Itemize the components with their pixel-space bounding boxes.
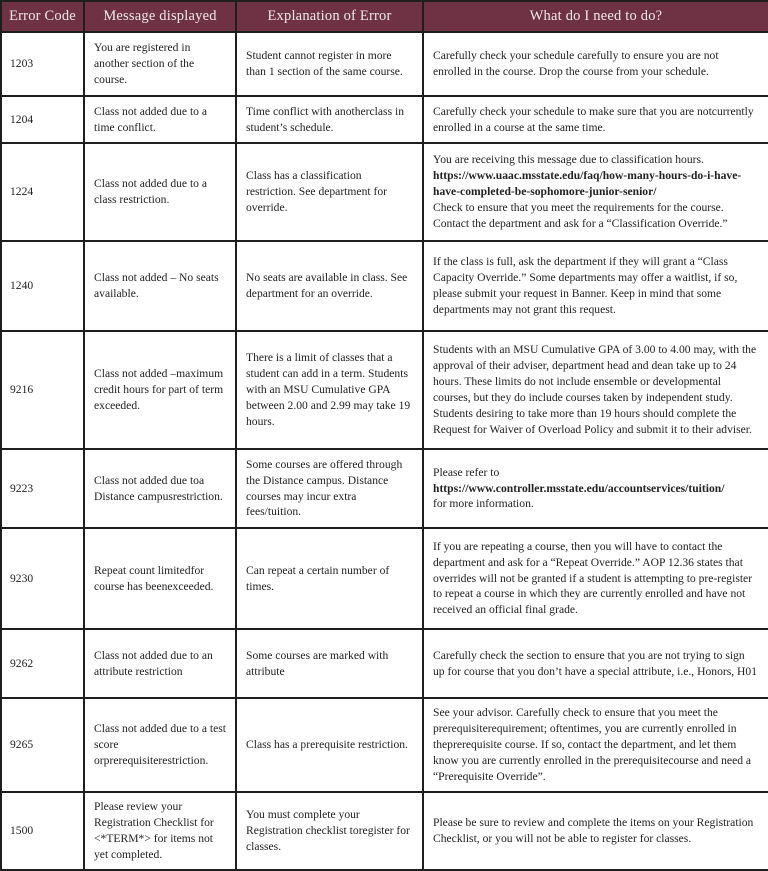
error-code-value: 1204 [10,112,34,126]
col-header-error-code: Error Code [1,1,84,32]
header-row [1,1,768,32]
table-row-1500 [1,792,768,870]
error-code-value: 1224 [10,185,34,198]
cell-message [84,32,236,96]
message-text: You are registered in another section of the course. [94,41,195,86]
action-text: Please refer to [433,465,500,479]
table-row-9216 [1,331,768,449]
classification-hours-link[interactable]: https://www.uaac.msstate.edu/faq/how-many-hours-do-i-have-have-completed-be-sophomore-junior-senior/ [433,169,742,198]
explanation-text: Some courses are marked with attribute [246,648,389,678]
table-row-1204 [1,96,768,143]
cell-action [423,32,768,96]
cell-action [423,96,768,143]
message-text: Class not added due to an attribute restriction [94,648,213,678]
cell-explanation [236,32,423,96]
cell-error-code [1,449,84,528]
action-text: Check to ensure that you meet the requirements for the course. Contact the department and ask for a “Classification Override.” [433,200,728,230]
explanation-text: No seats are available in class. See department for an override. [246,271,408,300]
cell-explanation [236,241,423,331]
cell-action [423,241,768,331]
error-code-value: 9223 [10,481,34,495]
message-text: Class not added due to a time conflict. [94,104,208,134]
explanation-text: Some courses are offered through the Distance campus. Distance courses may incur extra fees/tuition. [246,457,403,519]
action-text: You are receiving this message due to classification hours. [433,153,704,167]
error-code-value: 1203 [10,57,34,70]
cell-explanation [236,143,423,241]
col-header-what-to-do: What do I need to do? [423,1,768,32]
error-code-value: 1500 [10,823,34,837]
tuition-link[interactable]: https://www.controller.msstate.edu/accountservices/tuition/ [433,481,725,495]
message-text: Class not added due to a test score orprerequisiterestriction. [94,721,227,767]
cell-action [423,143,768,241]
col-header-message-displayed: Message displayed [84,1,236,32]
explanation-text: There is a limit of classes that a student can add in a term. Students with an MSU Cumulative GPA between 2.00 and 2.99 may take 19 hours. [246,351,411,428]
error-code-value: 9265 [10,737,34,751]
cell-action [423,449,768,528]
cell-action [423,698,768,792]
cell-error-code [1,792,84,870]
cell-action [423,331,768,449]
action-text: Please be sure to review and complete the items on your Registration Checklist, or you will not be able to register for classes. [433,815,754,845]
action-text: Carefully check the section to ensure that you are not trying to sign up for course that you don’t have a special attribute, i.e., Honors, H01 [433,648,758,678]
message-text: Repeat count limitedfor course has beenexceeded. [94,563,214,593]
error-code-value: 1240 [10,279,34,292]
cell-message [84,792,236,870]
error-code-value: 9216 [10,383,34,396]
error-code-value: 9262 [10,656,34,670]
explanation-text: Can repeat a certain number of times. [246,563,390,593]
error-code-value: 9230 [10,571,34,585]
action-text: If you are repeating a course, then you will have to contact the department and ask for a “Repeat Override.” AOP 12.36 states that overrides will not be granted if a student is attempting to pre-register to repeat a course in which they are currently enrolled and have not received an official final grade. [433,539,753,617]
cell-explanation [236,96,423,143]
cell-error-code [1,629,84,698]
cell-error-code [1,528,84,629]
action-text: for more information. [433,497,534,511]
cell-message [84,528,236,629]
explanation-text: Class has a prerequisite restriction. [246,737,408,751]
cell-explanation [236,698,423,792]
table-row-9262 [1,629,768,698]
cell-error-code [1,143,84,241]
table-row-9230 [1,528,768,629]
cell-explanation [236,528,423,629]
action-text: See your advisor. Carefully check to ensure that you meet the prerequisiterequirement; oftentimes, you are currently enrolled in theprerequisite course. If so, contact the department, and let them know you are currently enrolled in the prerequisitecourse and need a “Prerequisite Override”. [433,706,752,783]
cell-error-code [1,241,84,331]
cell-explanation [236,449,423,528]
cell-action [423,528,768,629]
cell-message [84,698,236,792]
table-row-9223 [1,449,768,528]
cell-message [84,331,236,449]
cell-error-code [1,331,84,449]
explanation-text: Student cannot register in more than 1 section of the same course. [246,49,403,78]
cell-explanation [236,792,423,870]
cell-error-code [1,96,84,143]
message-text: Class not added –maximum credit hours for part of term exceeded. [94,367,224,412]
table-row-1224 [1,143,768,241]
table-row-9265 [1,698,768,792]
message-text: Please review your Registration Checklist for <*TERM*> for items not yet completed. [94,799,214,861]
table-row-1203 [1,32,768,96]
action-text: Carefully check your schedule carefully to ensure you are not enrolled in the course. Drop the course from your schedule. [433,49,719,78]
explanation-text: You must complete your Registration checklist toregister for classes. [246,807,410,853]
cell-explanation [236,629,423,698]
cell-message [84,449,236,528]
explanation-text: Time conflict with anotherclass in student’s schedule. [246,104,404,134]
cell-action [423,792,768,870]
cell-message [84,143,236,241]
cell-message [84,96,236,143]
table-row-1240 [1,241,768,331]
col-header-explanation: Explanation of Error [236,1,423,32]
cell-explanation [236,331,423,449]
action-text: If the class is full, ask the department if they will grant a “Class Capacity Override.” Some departments may offer a waitlist, if so, please submit your request in Banner. Keep in mind that some departments may not grant this request. [433,255,738,316]
action-text: Students with an MSU Cumulative GPA of 3.00 to 4.00 may, with the approval of their adviser, department head and dean take up to 24 hours. These limits do not include ensemble or developmental courses, but they do include courses taken by independent study. Students desiring to take more than 19 hours should complete the Request for Waiver of Overload Policy and submit it to their adviser. [433,343,757,436]
cell-action [423,629,768,698]
cell-message [84,629,236,698]
cell-message [84,241,236,331]
cell-error-code [1,698,84,792]
action-text: Carefully check your schedule to make sure that you are notcurrently enrolled in a course at the same time. [433,104,754,134]
explanation-text: Class has a classification restriction. See department for override. [246,169,388,214]
message-text: Class not added due to a class restriction. [94,177,208,206]
message-text: Class not added – No seats available. [94,271,219,300]
message-text: Class not added due toa Distance campusrestriction. [94,473,223,503]
cell-error-code [1,32,84,96]
